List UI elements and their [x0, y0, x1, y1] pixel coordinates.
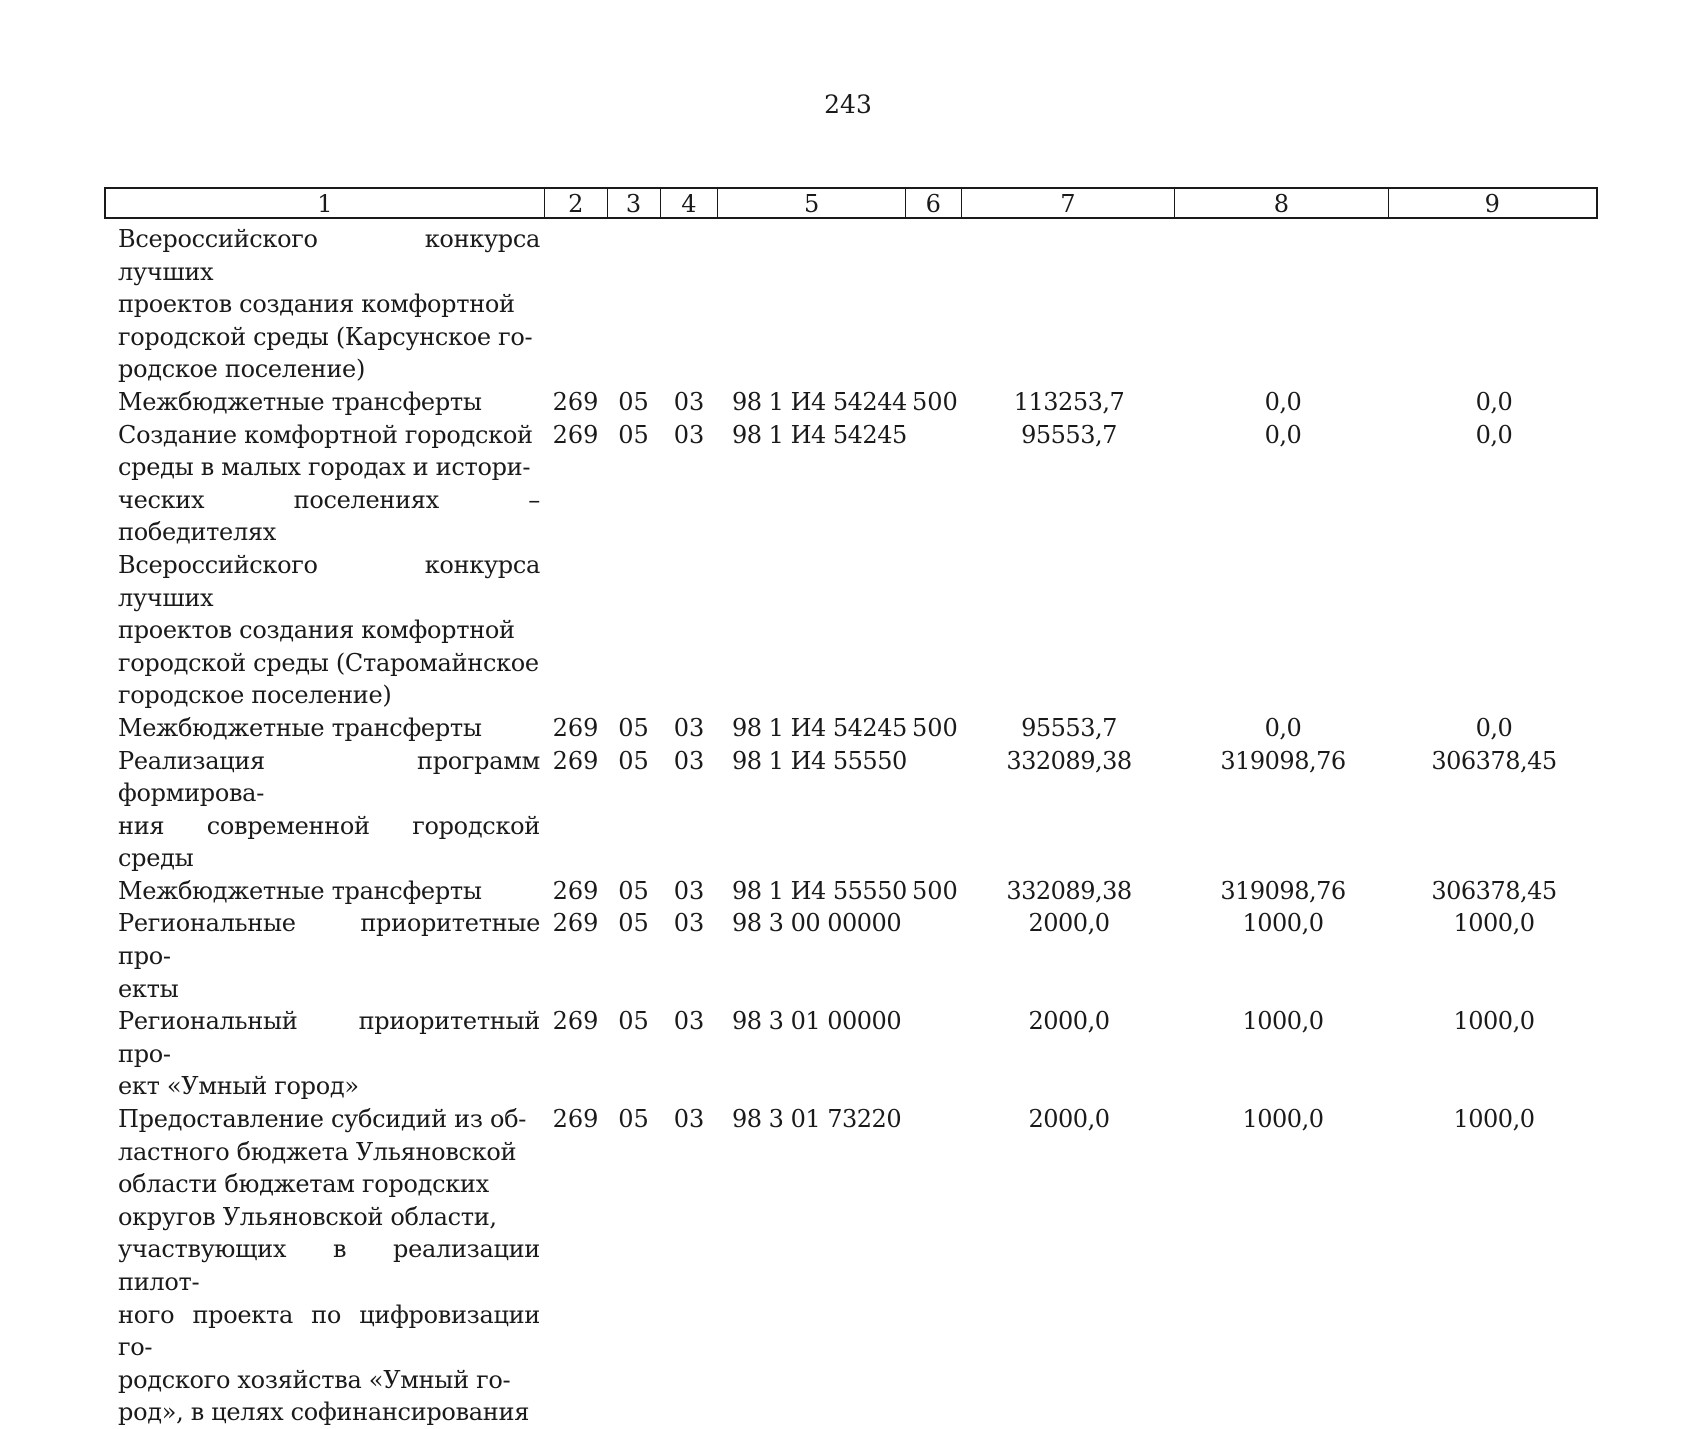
amount-year-1-cell: 113253,7 — [1013, 387, 1125, 416]
amount-year-1-cell: 332089,38 — [1006, 746, 1132, 775]
chapter-code-cell: 269 — [552, 1007, 599, 1036]
row-name-line: Всероссийского конкурса лучших — [118, 550, 540, 612]
amount-year-2-cell: 1000,0 — [1242, 1105, 1324, 1134]
expense-type-code-cell — [906, 419, 962, 712]
amount-year-3-cell: 0,0 — [1475, 387, 1513, 416]
row-name-line: среды в малых городах и истори- — [118, 453, 531, 482]
row-name-line: Реализация программ формирова- — [118, 746, 540, 808]
target-article-code-cell: 98 1 И4 54245 — [732, 420, 907, 449]
row-name-cell — [104, 223, 544, 386]
target-article-code-cell: 98 1 И4 54245 — [732, 713, 907, 742]
row-name-line: Межбюджетные трансферты — [118, 876, 482, 905]
header-col-1: 1 — [106, 189, 545, 217]
section-code-cell: 05 — [618, 420, 649, 449]
table-row — [104, 1103, 1598, 1429]
row-name-line: родского хозяйства «Умный го- — [118, 1365, 511, 1394]
amount-year-3-cell: 1000,0 — [1453, 1007, 1535, 1036]
row-name-cell — [104, 712, 544, 745]
row-name-line: округов Ульяновской области, — [118, 1202, 497, 1231]
section-code-cell: 05 — [618, 876, 649, 905]
expense-type-code-cell: 500 — [912, 713, 958, 742]
row-name-line: проектов создания комфортной — [118, 616, 515, 645]
target-article-code-cell: 98 3 00 00000 — [732, 909, 902, 938]
section-code-cell: 05 — [618, 746, 649, 775]
amount-year-1-cell: 2000,0 — [1028, 1105, 1110, 1134]
header-col-2: 2 — [545, 189, 608, 217]
amount-year-1-cell — [962, 223, 1176, 386]
amount-year-3-cell: 306378,45 — [1431, 746, 1557, 775]
chapter-code-cell: 269 — [552, 387, 599, 416]
subsection-code-cell: 03 — [673, 1105, 705, 1134]
row-name-line: участвующих в реализации пилот- — [118, 1235, 540, 1296]
row-name-line: Региональный приоритетный про- — [118, 1007, 540, 1068]
section-code-cell: 05 — [618, 1007, 649, 1036]
amount-year-2-cell: 319098,76 — [1220, 876, 1346, 905]
expense-type-code-cell — [906, 907, 962, 1005]
amount-year-1-cell: 2000,0 — [1028, 909, 1110, 938]
subsection-code-cell: 03 — [673, 746, 705, 775]
amount-year-1-cell: 95553,7 — [1021, 420, 1117, 449]
subsection-code-cell: 03 — [673, 387, 705, 416]
amount-year-2-cell: 0,0 — [1264, 713, 1302, 742]
subsection-code-cell: 03 — [673, 420, 705, 449]
subsection-code-cell: 03 — [673, 713, 705, 742]
row-name-cell — [104, 1005, 544, 1103]
row-name-line: ект «Умный город» — [118, 1072, 359, 1101]
target-article-code-cell: 98 3 01 00000 — [732, 1007, 902, 1036]
row-name-line: области бюджетам городских — [118, 1170, 489, 1199]
budget-table — [104, 187, 1598, 1429]
amount-year-2-cell: 319098,76 — [1220, 746, 1346, 775]
table-row — [104, 907, 1598, 1005]
header-col-9: 9 — [1484, 190, 1500, 218]
amount-year-3-cell: 1000,0 — [1453, 909, 1535, 938]
amount-year-2-cell: 0,0 — [1264, 387, 1302, 416]
chapter-code-cell: 269 — [552, 876, 599, 905]
row-name-line: екты — [118, 974, 179, 1003]
section-code-cell: 05 — [618, 909, 649, 938]
amount-year-3-cell: 1000,0 — [1453, 1105, 1535, 1134]
target-article-code-cell — [718, 223, 906, 386]
row-name-line: Региональные приоритетные про- — [118, 909, 540, 971]
target-article-code-cell: 98 3 01 73220 — [732, 1105, 902, 1134]
table-row — [104, 745, 1598, 875]
amount-year-2-cell — [1176, 223, 1390, 386]
row-name-line: род», в целях софинансирования — [118, 1398, 530, 1427]
row-name-cell — [104, 907, 544, 1005]
subsection-code-cell: 03 — [673, 909, 705, 938]
table-row — [104, 419, 1598, 712]
table-row — [104, 875, 1598, 908]
chapter-code-cell: 269 — [552, 713, 599, 742]
expense-type-code-cell: 500 — [912, 876, 958, 905]
row-name-line: Предоставление субсидий из об- — [118, 1105, 527, 1134]
subsection-code-cell: 03 — [673, 876, 705, 905]
section-code-cell — [607, 223, 660, 386]
header-col-4: 4 — [661, 189, 719, 217]
amount-year-2-cell: 0,0 — [1264, 420, 1302, 449]
expense-type-code-cell — [906, 1103, 962, 1429]
row-name-line: Всероссийского конкурса лучших — [118, 225, 540, 286]
target-article-code-cell: 98 1 И4 55550 — [732, 876, 907, 905]
row-name-line: городской среды (Старомайнское — [118, 648, 539, 677]
amount-year-3-cell: 306378,45 — [1431, 876, 1557, 905]
target-article-code-cell: 98 1 И4 55550 — [732, 746, 907, 775]
page-number: 243 — [824, 90, 872, 119]
table-row — [104, 223, 1598, 386]
chapter-code-cell: 269 — [552, 746, 599, 775]
expense-type-code-cell — [906, 745, 962, 875]
row-name-line: Создание комфортной городской — [118, 420, 533, 449]
row-name-line: ного проекта по цифровизации го- — [118, 1300, 540, 1362]
header-col-7: 7 — [962, 189, 1175, 217]
section-code-cell: 05 — [618, 387, 649, 416]
row-name-line: ческих поселениях – победителях — [118, 485, 540, 547]
expense-type-code-cell — [906, 1005, 962, 1103]
subsection-code-cell: 03 — [673, 1007, 705, 1036]
row-name-cell — [104, 875, 544, 908]
amount-year-1-cell: 2000,0 — [1028, 1007, 1110, 1036]
header-col-5: 5 — [718, 189, 906, 217]
subsection-code-cell — [660, 223, 718, 386]
expense-type-code-cell: 500 — [912, 387, 958, 416]
row-name-line: ния современной городской среды — [118, 811, 540, 873]
expense-type-code-cell — [906, 223, 962, 386]
target-article-code-cell: 98 1 И4 54244 — [732, 387, 907, 416]
table-row — [104, 1005, 1598, 1103]
row-name-line: городской среды (Карсунское го- — [118, 322, 533, 351]
section-code-cell: 05 — [618, 713, 649, 742]
table-row — [104, 712, 1598, 745]
amount-year-1-cell: 95553,7 — [1021, 713, 1117, 742]
row-name-line: ластного бюджета Ульяновской — [118, 1137, 517, 1166]
row-name-cell — [104, 1103, 544, 1429]
chapter-code-cell: 269 — [552, 1105, 599, 1134]
row-name-cell — [104, 745, 544, 875]
row-name-line: родское поселение) — [118, 355, 366, 384]
row-name-line: Межбюджетные трансферты — [118, 713, 482, 742]
row-name-cell — [104, 386, 544, 419]
header-col-3: 3 — [608, 189, 661, 217]
row-name-line: Межбюджетные трансферты — [118, 387, 482, 416]
amount-year-3-cell: 0,0 — [1475, 420, 1513, 449]
amount-year-2-cell: 1000,0 — [1242, 1007, 1324, 1036]
amount-year-1-cell: 332089,38 — [1006, 876, 1132, 905]
amount-year-3-cell — [1390, 223, 1598, 386]
table-body — [104, 219, 1598, 1429]
header-col-6: 6 — [906, 189, 962, 217]
amount-year-2-cell: 1000,0 — [1242, 909, 1324, 938]
chapter-code-cell — [544, 223, 607, 386]
chapter-code-cell: 269 — [552, 420, 599, 449]
table-row — [104, 386, 1598, 419]
row-name-line: проектов создания комфортной — [118, 290, 515, 319]
row-name-line: городское поселение) — [118, 681, 392, 710]
amount-year-3-cell: 0,0 — [1475, 713, 1513, 742]
header-col-8: 8 — [1175, 189, 1388, 217]
section-code-cell: 05 — [618, 1105, 649, 1134]
chapter-code-cell: 269 — [552, 909, 599, 938]
row-name-cell — [104, 419, 544, 712]
table-header-row — [104, 187, 1598, 219]
